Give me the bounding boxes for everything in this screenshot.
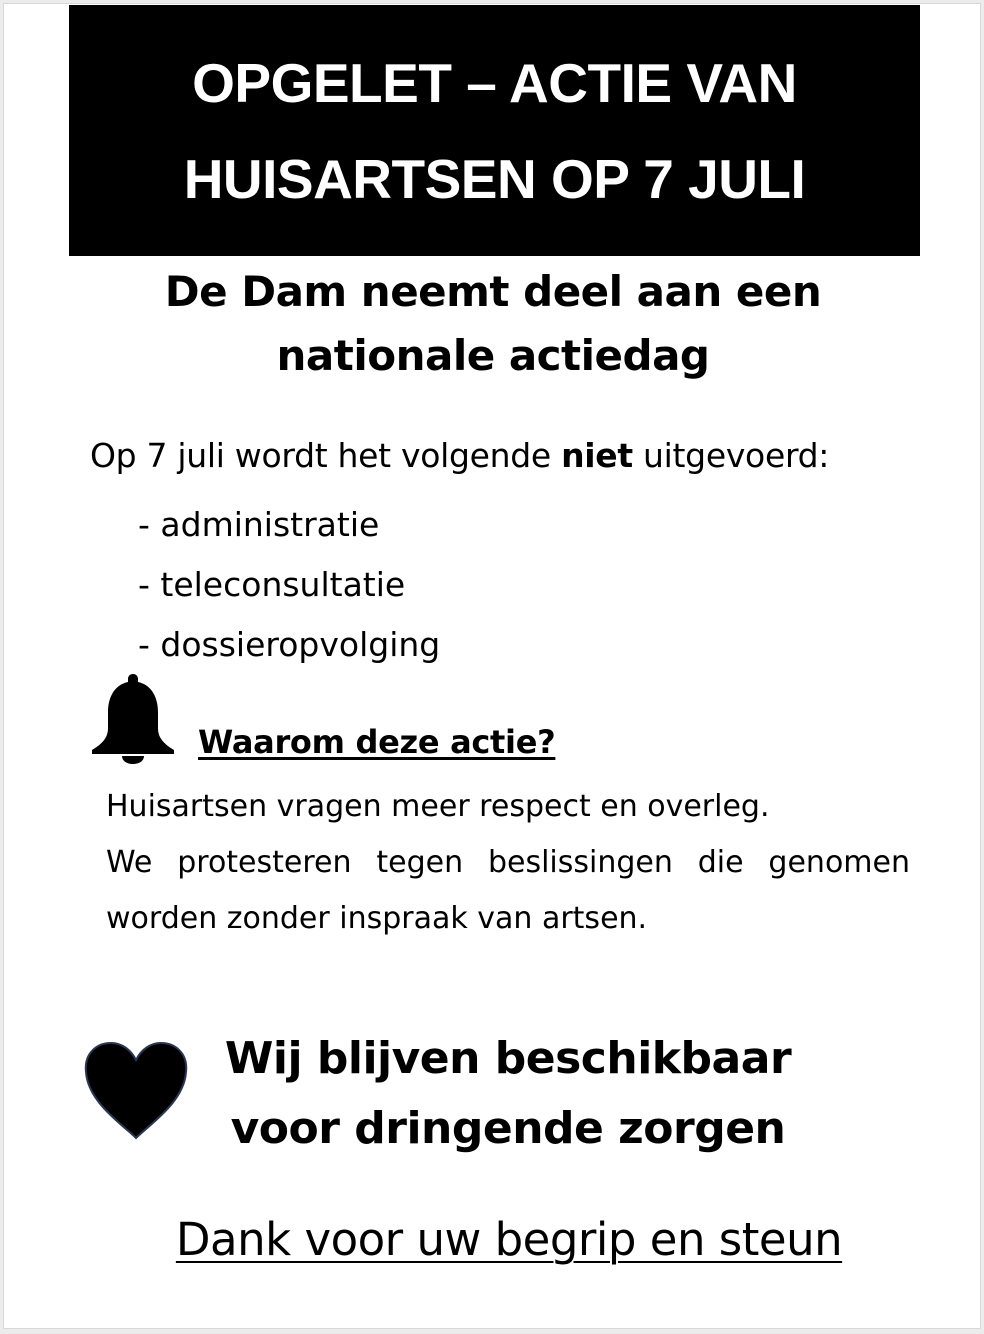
intro-after: uitgevoerd: (632, 436, 830, 475)
banner-line-2: HUISARTSEN OP 7 JULI (183, 147, 806, 210)
bell-icon (90, 672, 176, 764)
list-item: - dossieropvolging (138, 625, 441, 664)
list-item: - teleconsultatie (138, 565, 406, 604)
subtitle-line-1: De Dam neemt deel aan een (164, 267, 822, 316)
not-performed-list (138, 495, 440, 675)
intro-emphasis: niet (561, 436, 633, 475)
subtitle (4, 260, 981, 388)
poster-page (3, 3, 981, 1329)
intro-sentence (90, 434, 829, 478)
list-item: - administratie (138, 505, 380, 544)
availability-line-2: voor dringende zorgen (230, 1103, 786, 1154)
why-body (106, 779, 910, 947)
subtitle-line-2: nationale actiedag (276, 331, 710, 380)
banner-line-1: OPGELET – ACTIE VAN (192, 51, 797, 114)
intro-before: Op 7 juli wordt het volgende (90, 436, 562, 475)
availability-line-1: Wij blijven beschikbaar (224, 1033, 792, 1084)
why-paragraph-1: Huisartsen vragen meer respect en overleg. (106, 789, 770, 824)
why-paragraph-2: We protesteren tegen beslissingen die genomen worden zonder inspraak van artsen. (106, 845, 910, 936)
heart-icon (82, 1040, 190, 1142)
availability-message (204, 1024, 812, 1164)
closing-thanks: Dank voor uw begrip en steun (175, 1213, 843, 1266)
title-banner (69, 5, 920, 256)
why-heading: Waarom deze actie? (198, 723, 556, 761)
